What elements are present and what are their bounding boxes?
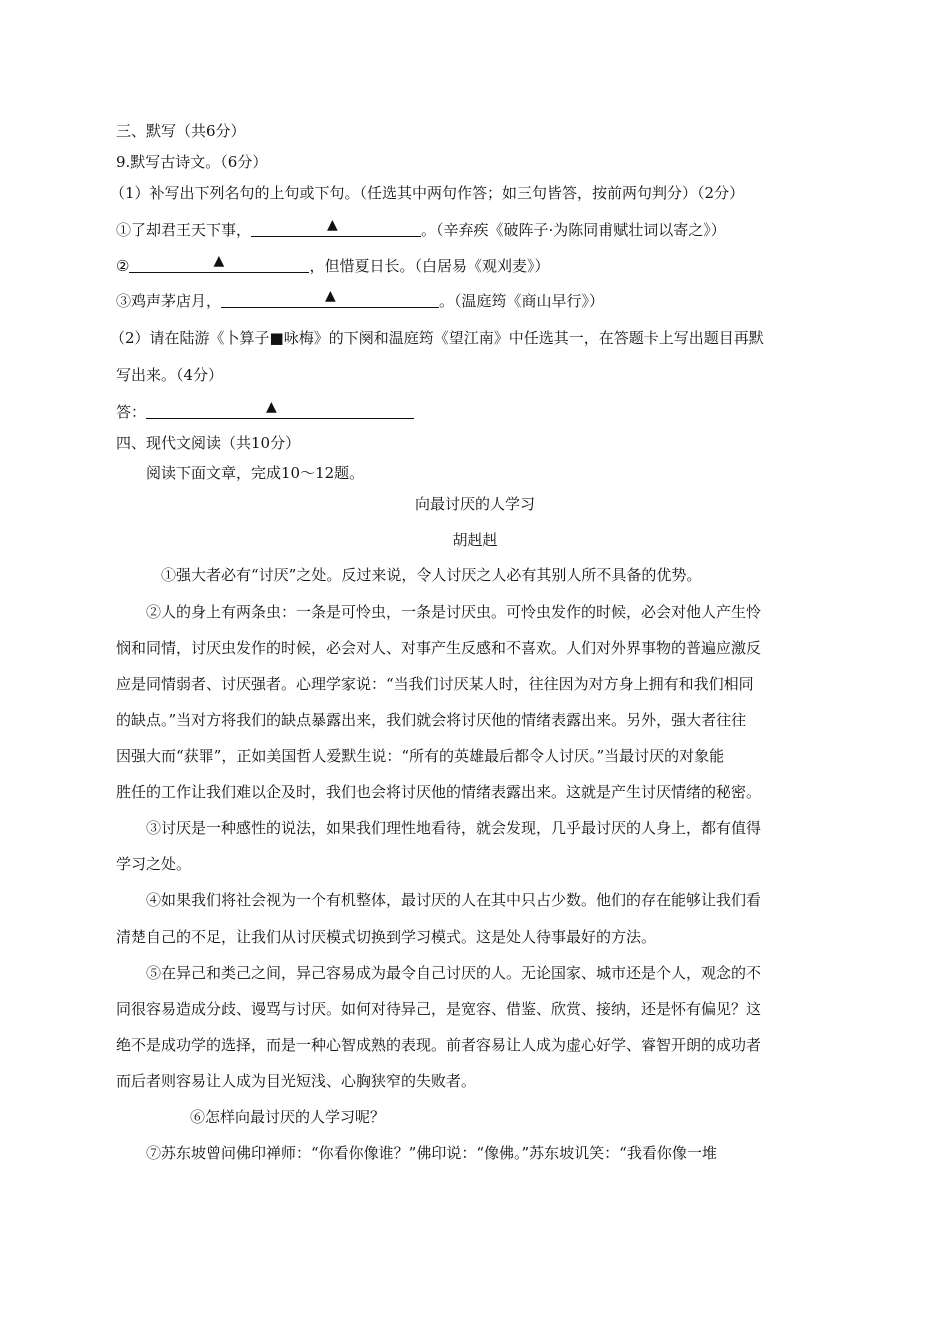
paragraph-line: 同很容易造成分歧、谩骂与讨厌。如何对待异己，是宽容、借鉴、欣赏、接纳，还是怀有偏见？这	[116, 1000, 762, 1018]
reading-instruction: 阅读下面文章，完成10～12题。	[146, 464, 365, 482]
article-author: 胡赳赳	[452, 531, 498, 549]
item3-suffix: 。（温庭筠《商山早行》）	[439, 292, 605, 310]
part1-instruction: （1）补写出下列名句的上句或下句。（任选其中两句作答；如三句皆答，按前两句判分）（2分）	[110, 184, 745, 202]
paragraph-line: 清楚自己的不足，让我们从讨厌模式切换到学习模式。这是处人待事最好的方法。	[116, 928, 657, 946]
section3-heading: 三、默写（共6分）	[116, 122, 246, 140]
triangle-marker-icon: ▲	[325, 288, 336, 304]
triangle-marker-icon: ▲	[266, 399, 277, 415]
paragraph-line: 因强大而“获罪”，正如美国哲人爱默生说：“所有的英雄最后都令人讨厌。”当最讨厌的对象能	[116, 747, 725, 765]
item3-prefix: ③鸡声茅店月，	[116, 292, 222, 310]
fill-item-1	[116, 217, 726, 240]
paragraph-line: 而后者则容易让人成为目光短浅、心胸狭窄的失败者。	[116, 1072, 477, 1090]
paragraph-line: ②人的身上有两条虫：一条是可怜虫，一条是讨厌虫。可怜虫发作的时候，必会对他人产生怜	[146, 603, 762, 621]
paragraph-line: 胜任的工作让我们难以企及时，我们也会将讨厌他的情绪表露出来。这就是产生讨厌情绪的秘密。	[116, 783, 762, 801]
answer-line	[116, 399, 414, 422]
item1-suffix: 。（辛弃疾《破阵子·为陈同甫赋壮词以寄之》）	[421, 221, 726, 239]
part2-instruction-line2: 写出来。（4分）	[116, 366, 224, 384]
paragraph-line: 绝不是成功学的选择，而是一种心智成熟的表现。前者容易让人成为虚心好学、睿智开朗的成功者	[116, 1036, 762, 1054]
paragraph-line: ⑤在异己和类己之间，异己容易成为最令自己讨厌的人。无论国家、城市还是个人，观念的不	[146, 964, 762, 982]
paragraph-line: ⑥怎样向最讨厌的人学习呢？	[190, 1108, 386, 1126]
item1-prefix: ①了却君王天下事，	[116, 221, 252, 239]
answer-blank-4[interactable]	[146, 399, 414, 419]
part2-instruction-line1: （2）请在陆游《卜算子■咏梅》的下阕和温庭筠《望江南》中任选其一，在答题卡上写出题目再默	[110, 329, 764, 347]
question9-heading: 9.默写古诗文。（6分）	[116, 153, 268, 171]
fill-item-2	[116, 253, 550, 276]
item2-prefix: ②	[116, 257, 130, 275]
fill-item-3	[116, 288, 605, 311]
paragraph-line: 应是同情弱者、讨厌强者。心理学家说：“当我们讨厌某人时，往往因为对方身上拥有和我们相同	[116, 675, 754, 693]
triangle-marker-icon: ▲	[327, 217, 338, 233]
paragraph-line: 学习之处。	[116, 855, 192, 873]
paragraph-line: ⑦苏东坡曾问佛印禅师：“你看你像谁？”佛印说：“像佛。”苏东坡讥笑：“我看你像一堆	[146, 1144, 717, 1162]
answer-label: 答：	[116, 403, 147, 421]
item2-suffix: ，但惜夏日长。（白居易《观刈麦》）	[309, 257, 550, 275]
paragraph-line: 悯和同情，讨厌虫发作的时候，必会对人、对事产生反感和不喜欢。人们对外界事物的普遍应激反	[116, 639, 762, 657]
answer-blank-3[interactable]	[221, 288, 439, 308]
paragraph-line: ③讨厌是一种感性的说法，如果我们理性地看待，就会发现，几乎最讨厌的人身上，都有值得	[146, 819, 762, 837]
answer-blank-2[interactable]	[129, 253, 309, 273]
triangle-marker-icon: ▲	[213, 253, 225, 269]
answer-blank-1[interactable]	[251, 217, 421, 237]
paragraph-line: ④如果我们将社会视为一个有机整体，最讨厌的人在其中只占少数。他们的存在能够让我们看	[146, 891, 762, 909]
article-title: 向最讨厌的人学习	[414, 495, 535, 513]
paragraph-line: 的缺点。”当对方将我们的缺点暴露出来，我们就会将讨厌他的情绪表露出来。另外，强大者往往	[116, 711, 747, 729]
section4-heading: 四、现代文阅读（共10分）	[116, 434, 301, 452]
paragraph-line: ①强大者必有“讨厌”之处。反过来说，令人讨厌之人必有其别人所不具备的优势。	[161, 566, 702, 584]
